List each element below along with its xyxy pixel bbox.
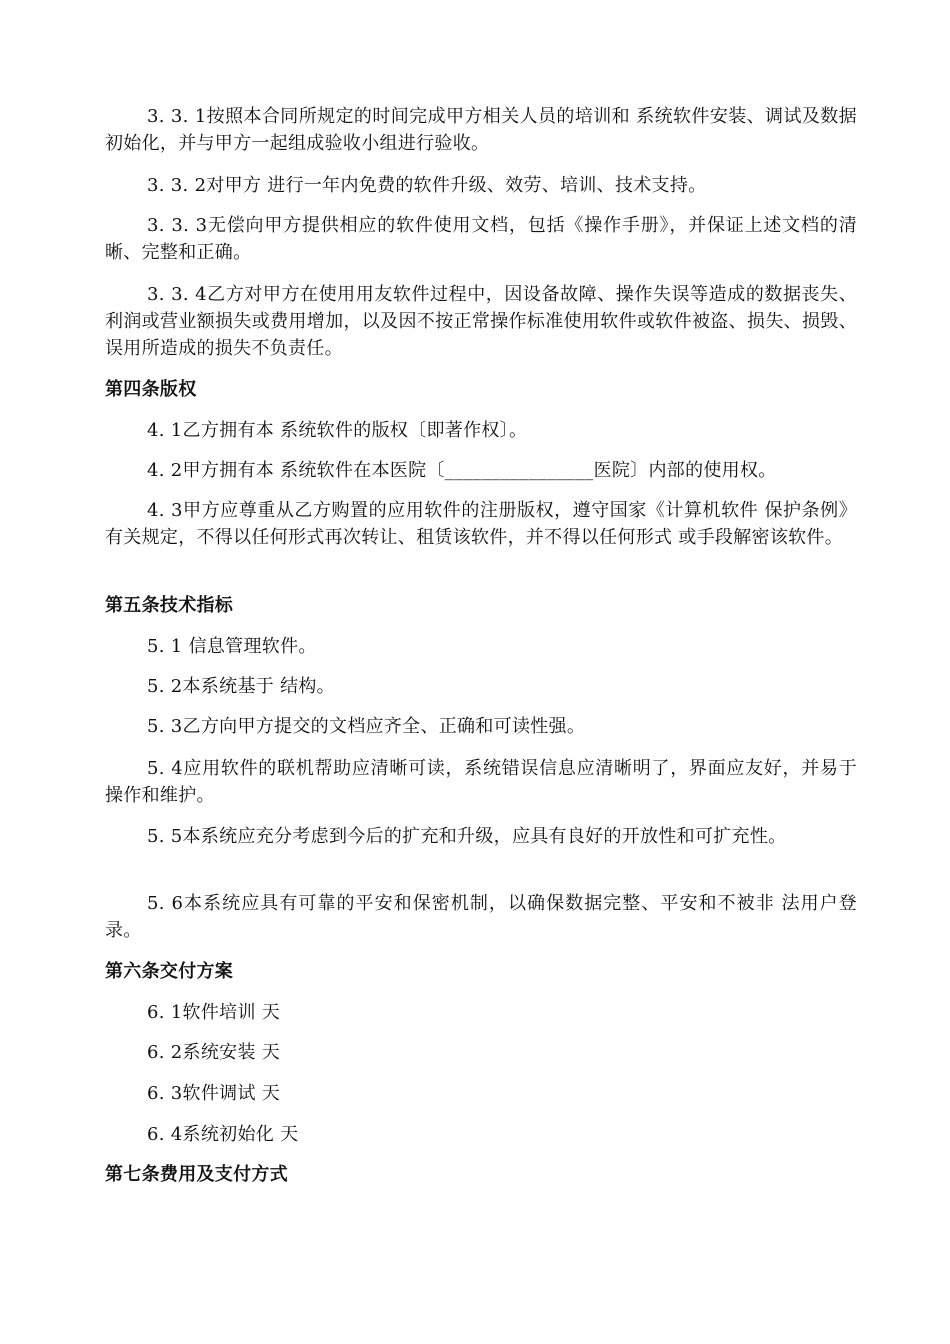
clause-5-1: 5. 1 信息管理软件。 — [147, 636, 317, 657]
article-5-heading: 第五条技术指标 — [105, 595, 234, 616]
clause-6-3: 6. 3软件调试 天 — [147, 1083, 281, 1104]
article-4-heading: 第四条版权 — [105, 379, 197, 400]
clause-6-4: 6. 4系统初始化 天 — [147, 1124, 299, 1145]
clause-5-6: 5. 6本系统应具有可靠的平安和保密机制，以确保数据完整、平安和不被非 法用户登录。 — [105, 893, 857, 941]
article-6-heading: 第六条交付方案 — [105, 961, 234, 982]
clause-4-1: 4. 1乙方拥有本 系统软件的版权〔即著作权〕。 — [147, 420, 528, 441]
clause-3-3-1: 3. 3. 1按照本合同所规定的时间完成甲方相关人员的培训和 系统软件安装、调试及数据初始化，并与甲方一起组成验收小组进行验收。 — [105, 106, 857, 154]
clause-6-1: 6. 1软件培训 天 — [147, 1002, 281, 1023]
clause-5-5: 5. 5本系统应充分考虑到今后的扩充和升级，应具有良好的开放性和可扩充性。 — [147, 826, 787, 847]
clause-3-3-4: 3. 3. 4乙方对甲方在使用用友软件过程中，因设备故障、操作失误等造成的数据丧失、利润或营业额损失或费用增加，以及因不按正常操作标准使用软件或软件被盗、损失、损毁、误用所造成的损失不负责任。 — [105, 284, 857, 359]
clause-6-2: 6. 2系统安装 天 — [147, 1042, 281, 1063]
clause-4-2: 4. 2甲方拥有本 系统软件在本医院〔________________医院〕内部的使用权。 — [147, 460, 777, 481]
clause-3-3-3: 3. 3. 3无偿向甲方提供相应的软件使用文档，包括《操作手册》，并保证上述文档的清晰、完整和正确。 — [105, 215, 857, 263]
clause-5-2: 5. 2本系统基于 结构。 — [147, 676, 335, 697]
clause-5-4: 5. 4应用软件的联机帮助应清晰可读，系统错误信息应清晰明了，界面应友好，并易于操作和维护。 — [105, 758, 857, 806]
article-7-heading: 第七条费用及支付方式 — [105, 1164, 288, 1185]
clause-4-3: 4. 3甲方应尊重从乙方购置的应用软件的注册版权，遵守国家《计算机软件 保护条例》有关规定，不得以任何形式再次转让、租赁该软件，并不得以任何形式 或手段解密该软件。 — [105, 500, 857, 548]
clause-3-3-2: 3. 3. 2对甲方 进行一年内免费的软件升级、效劳、培训、技术支持。 — [147, 175, 707, 196]
clause-5-3: 5. 3乙方向甲方提交的文档应齐全、正确和可读性强。 — [147, 716, 586, 737]
